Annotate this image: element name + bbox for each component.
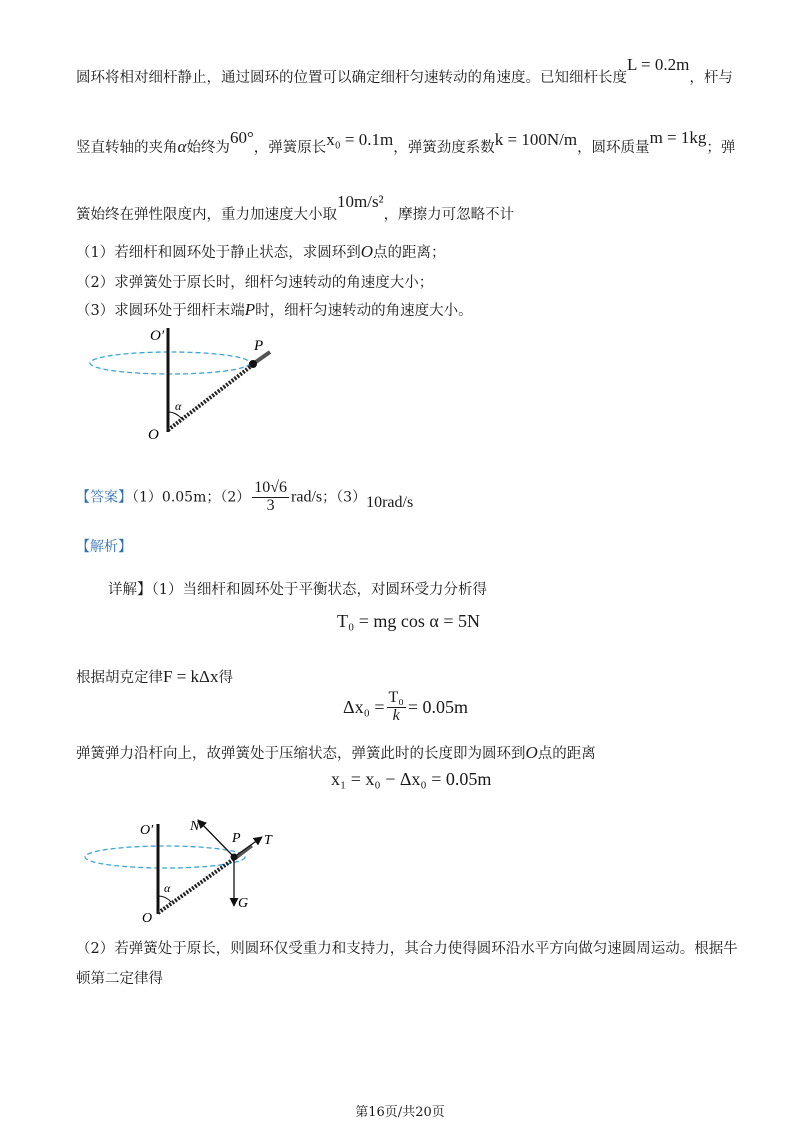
rod-length-formula: L = 0.2m — [627, 55, 690, 74]
hooke-line: 根据胡克定律F = kΔx得 — [76, 667, 233, 686]
ring — [249, 360, 257, 368]
question-1: （1）若细杆和圆环处于静止状态，求圆环到O点的距离； — [76, 242, 446, 261]
label-p: P — [254, 338, 264, 354]
force-n-arrow — [198, 820, 234, 857]
angle-arc — [168, 412, 182, 419]
rotation-path-ellipse — [85, 846, 245, 868]
angle-value: 60° — [229, 128, 254, 147]
detail-line: 详解】（1）当细杆和圆环处于平衡状态，对圆环受力分析得 — [108, 582, 487, 598]
question-2: （2）求弹簧处于原长时，细杆匀速转动的角速度大小； — [76, 275, 434, 291]
problem-text: 圆环将相对细杆静止，通过圆环的位置可以确定细杆匀速转动的角速度。已知细杆长度 — [76, 70, 627, 86]
label-alpha: α — [164, 881, 171, 895]
figure-rotating-rod — [80, 318, 300, 446]
equation-tension: T₀ = mg cos α = 5N — [337, 611, 480, 631]
angle-arc — [158, 896, 171, 902]
rotation-path-ellipse — [90, 352, 250, 374]
hooke-formula: F = kΔx — [163, 667, 219, 686]
analysis-tag: 【解析】 — [76, 539, 132, 555]
question-3: （3）求圆环处于细杆末端P时，细杆匀速转动的角速度大小。 — [76, 300, 473, 319]
label-t: T — [264, 833, 272, 848]
label-alpha: α — [175, 399, 182, 413]
gravity-value: 10m/s² — [337, 192, 384, 211]
label-o-prime: O′ — [140, 823, 154, 838]
spring-rod — [168, 364, 254, 430]
label-g: G — [238, 896, 249, 911]
spring-direction-line: 弹簧弹力沿杆向上，故弹簧处于压缩状态，弹簧此时的长度即为圆环到O点的距离 — [76, 743, 596, 762]
page-footer: 第16页/共20页 — [355, 1105, 445, 1120]
label-o: O — [148, 427, 159, 443]
label-p: P — [232, 831, 241, 846]
problem-line-3: 簧始终在弹性限度内，重力加速度大小取10m/s²，摩擦力可忽略不计 — [76, 192, 515, 223]
label-n: N — [190, 819, 200, 834]
spring-length-formula: x₀ = 0.1m — [326, 130, 394, 149]
answer-2-fraction: $\frac{10√6}{3}$ — [254, 479, 288, 514]
part2-line-2: 顿第二定律得 — [76, 971, 163, 987]
ring-mass-formula: m = 1kg — [649, 128, 707, 147]
label-o-prime: O′ — [150, 328, 165, 344]
equation-distance: x₁ = x₀ − Δx₀ = 0.05m — [331, 769, 492, 789]
part2-line-1: （2）若弹簧处于原长，则圆环仅受重力和支持力，其合力使得圆环沿水平方向做匀速圆周运动。根据牛 — [76, 941, 738, 957]
problem-line-1: 圆环将相对细杆静止，通过圆环的位置可以确定细杆匀速转动的角速度。已知细杆长度L = 0.2m，杆与 — [76, 55, 733, 86]
answer-line: 【答案】（1）0.05m；（2） $\frac{10√6}{3}$ rad/s；（3）10rad/s — [76, 479, 414, 514]
label-o: O — [142, 911, 153, 926]
figure-force-diagram — [80, 814, 310, 926]
spring-constant-formula: k = 100N/m — [494, 130, 578, 149]
answer-3-value: 10rad/s — [366, 494, 414, 512]
rod-tip — [236, 846, 252, 858]
alpha-symbol: α — [177, 137, 187, 156]
equation-compression: Δx₀ = $\frac{\text{T₀}}{k}$ = 0.05m — [343, 689, 469, 724]
problem-line-2: 竖直转轴的夹角α始终为60°，弹簧原长x₀ = 0.1m，弹簧劲度系数k = 100N/m，圆环质量m = 1kg；弹 — [76, 128, 736, 156]
answer-tag: 【答案】 — [76, 489, 132, 506]
